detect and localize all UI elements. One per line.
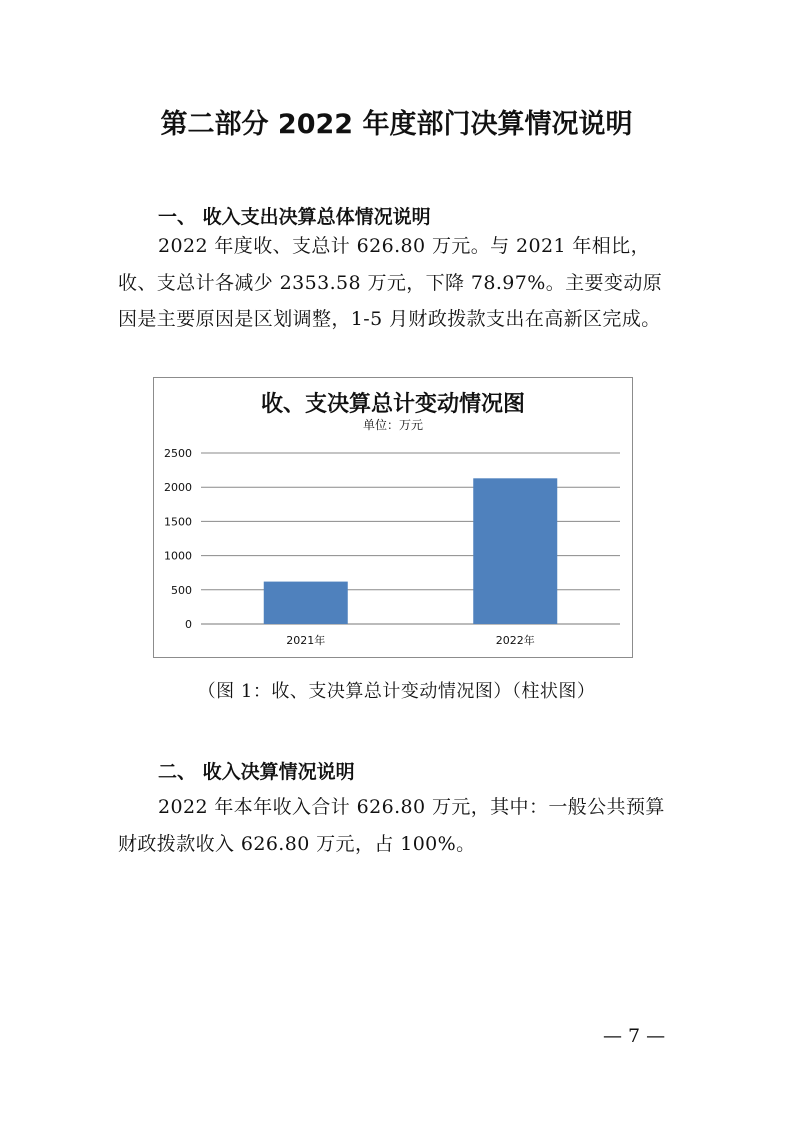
chart-title: 收、支决算总计变动情况图 <box>260 392 526 417</box>
y-tick-label: 1500 <box>164 515 192 529</box>
section1-body: 2022 年度收、支总计 626.80 万元。与 2021 年相比，收、支总计各减少 2353.58 万元，下降 78.97%。主要变动原因是主要原因是区划调整，1-5 月财政拨款支出在高新区完成。 <box>118 235 663 330</box>
section2-heading: 二、 收入决算情况说明 <box>158 761 355 783</box>
bar <box>264 582 348 624</box>
chart-subtitle: 单位：万元 <box>362 418 424 432</box>
section2-body: 2022 年本年收入合计 626.80 万元，其中：一般公共预算财政拨款收入 626.80 万元，占 100%。 <box>118 796 665 855</box>
y-tick-label: 2500 <box>164 447 192 460</box>
page-number: — 7 — <box>603 1025 666 1047</box>
bar-chart-svg <box>154 378 632 657</box>
y-tick-label: 2000 <box>164 481 192 495</box>
y-tick-label: 0 <box>185 618 192 631</box>
section1-heading: 一、 收入支出决算总体情况说明 <box>158 206 431 228</box>
x-tick-label: 2021年 <box>286 634 326 647</box>
x-tick-label: 2022年 <box>495 634 535 647</box>
figure-caption: （图 1：收、支决算总计变动情况图）（柱状图） <box>197 681 596 702</box>
y-tick-label: 1000 <box>164 549 192 563</box>
document-title: 第二部分 2022 年度部门决算情况说明 <box>160 109 633 140</box>
y-tick-label: 500 <box>171 583 192 597</box>
bar-chart <box>153 377 633 658</box>
bar <box>473 478 557 624</box>
